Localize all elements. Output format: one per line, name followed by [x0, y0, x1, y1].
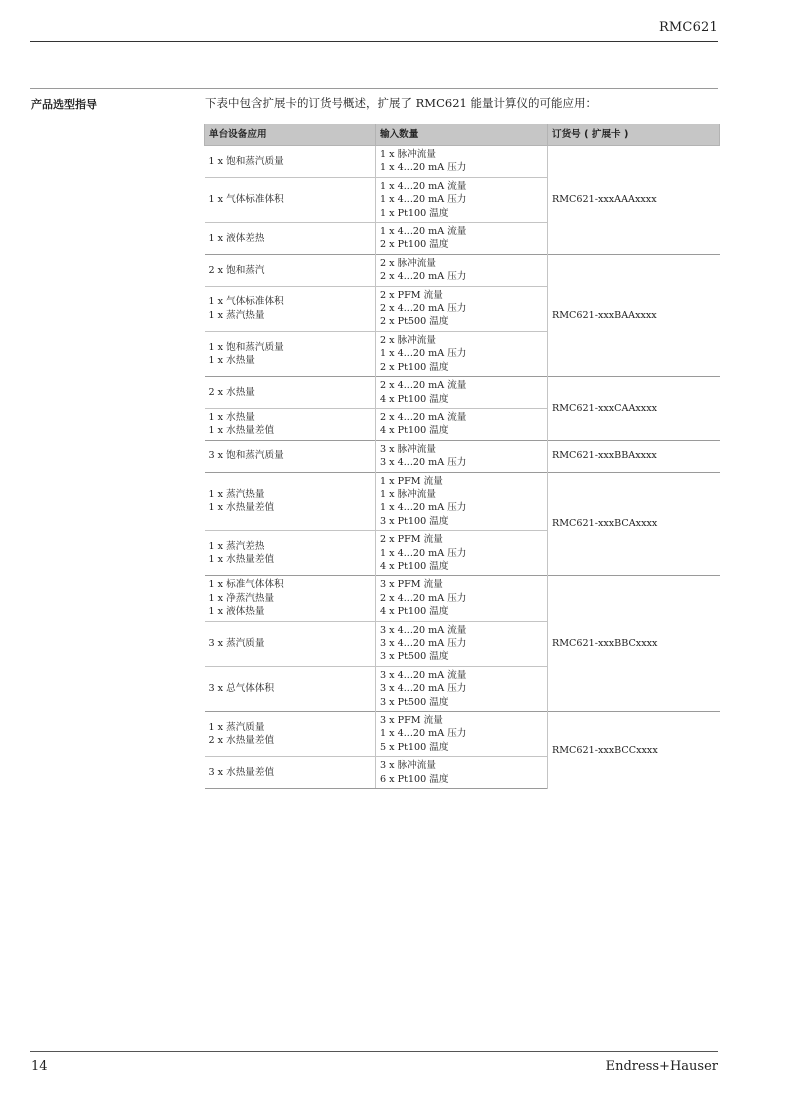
footer-rule — [30, 1051, 718, 1052]
inputs-cell: 1 x 脉冲流量 1 x 4...20 mA 压力 — [376, 146, 548, 178]
application-cell: 1 x 蒸汽热量 1 x 水热量差值 — [205, 472, 376, 531]
application-cell: 1 x 液体差热 — [205, 223, 376, 255]
order-code-cell: RMC621-xxxBAAxxxx — [548, 254, 720, 376]
table-row — [205, 472, 720, 531]
inputs-cell: 1 x PFM 流量 1 x 脉冲流量 1 x 4...20 mA 压力 3 x Pt100 温度 — [376, 472, 548, 531]
application-cell: 1 x 饱和蒸汽质量 1 x 水热量 — [205, 331, 376, 376]
application-cell: 3 x 饱和蒸汽质量 — [205, 440, 376, 472]
order-code-table — [204, 124, 720, 789]
inputs-cell: 2 x 4...20 mA 流量 4 x Pt100 温度 — [376, 377, 548, 409]
section-intro: 下表中包含扩展卡的订货号概述，扩展了 RMC621 能量计算仪的可能应用： — [205, 96, 597, 110]
table-row — [205, 377, 720, 409]
inputs-cell: 3 x 脉冲流量 3 x 4...20 mA 压力 — [376, 440, 548, 472]
inputs-cell: 2 x 脉冲流量 1 x 4...20 mA 压力 2 x Pt100 温度 — [376, 331, 548, 376]
order-code-cell: RMC621-xxxBBCxxxx — [548, 576, 720, 712]
inputs-cell: 3 x PFM 流量 2 x 4...20 mA 压力 4 x Pt100 温度 — [376, 576, 548, 621]
inputs-cell: 2 x PFM 流量 2 x 4...20 mA 压力 2 x Pt500 温度 — [376, 286, 548, 331]
section-title: 产品选型指导 — [31, 98, 97, 111]
application-cell: 3 x 总气体体积 — [205, 666, 376, 711]
application-cell: 3 x 蒸汽质量 — [205, 621, 376, 666]
table-body — [205, 146, 720, 789]
header-doc-id: RMC621 — [658, 20, 718, 35]
application-cell: 1 x 水热量 1 x 水热量差值 — [205, 408, 376, 440]
table-row — [205, 712, 720, 757]
application-cell: 2 x 饱和蒸汽 — [205, 254, 376, 286]
application-cell: 1 x 蒸汽差热 1 x 水热量差值 — [205, 531, 376, 576]
order-code-cell: RMC621-xxxBBAxxxx — [548, 440, 720, 472]
order-code-cell: RMC621-xxxBCAxxxx — [548, 472, 720, 576]
application-cell: 1 x 蒸汽质量 2 x 水热量差值 — [205, 712, 376, 757]
inputs-cell: 2 x 4...20 mA 流量 4 x Pt100 温度 — [376, 408, 548, 440]
inputs-cell: 2 x PFM 流量 1 x 4...20 mA 压力 4 x Pt100 温度 — [376, 531, 548, 576]
column-header-inputs: 输入数量 — [376, 124, 548, 146]
inputs-cell: 3 x 4...20 mA 流量 3 x 4...20 mA 压力 3 x Pt500 温度 — [376, 621, 548, 666]
application-cell: 1 x 气体标准体积 — [205, 177, 376, 222]
table-row — [205, 146, 720, 178]
inputs-cell: 3 x 4...20 mA 流量 3 x 4...20 mA 压力 3 x Pt500 温度 — [376, 666, 548, 711]
table-header-row — [205, 124, 720, 146]
table-row — [205, 440, 720, 472]
inputs-cell: 3 x 脉冲流量 6 x Pt100 温度 — [376, 757, 548, 789]
order-code-cell: RMC621-xxxAAAxxxx — [548, 146, 720, 255]
inputs-cell: 1 x 4...20 mA 流量 2 x Pt100 温度 — [376, 223, 548, 255]
application-cell: 1 x 标准气体体积 1 x 净蒸汽热量 1 x 液体热量 — [205, 576, 376, 621]
application-cell: 1 x 气体标准体积 1 x 蒸汽热量 — [205, 286, 376, 331]
inputs-cell: 1 x 4...20 mA 流量 1 x 4...20 mA 压力 1 x Pt100 温度 — [376, 177, 548, 222]
header-rule — [30, 41, 718, 42]
application-cell: 2 x 水热量 — [205, 377, 376, 409]
page-number: 14 — [31, 1059, 48, 1074]
table-row — [205, 576, 720, 621]
order-code-cell: RMC621-xxxCAAxxxx — [548, 377, 720, 441]
application-cell: 3 x 水热量差值 — [205, 757, 376, 789]
column-header-application: 单台设备应用 — [205, 124, 376, 146]
application-cell: 1 x 饱和蒸汽质量 — [205, 146, 376, 178]
inputs-cell: 3 x PFM 流量 1 x 4...20 mA 压力 5 x Pt100 温度 — [376, 712, 548, 757]
column-header-order-code: 订货号 ( 扩展卡 ) — [548, 124, 720, 146]
order-code-cell: RMC621-xxxBCCxxxx — [548, 712, 720, 789]
table-row — [205, 254, 720, 286]
inputs-cell: 2 x 脉冲流量 2 x 4...20 mA 压力 — [376, 254, 548, 286]
brand-name: Endress+Hauser — [605, 1059, 718, 1074]
section-rule — [30, 88, 718, 89]
